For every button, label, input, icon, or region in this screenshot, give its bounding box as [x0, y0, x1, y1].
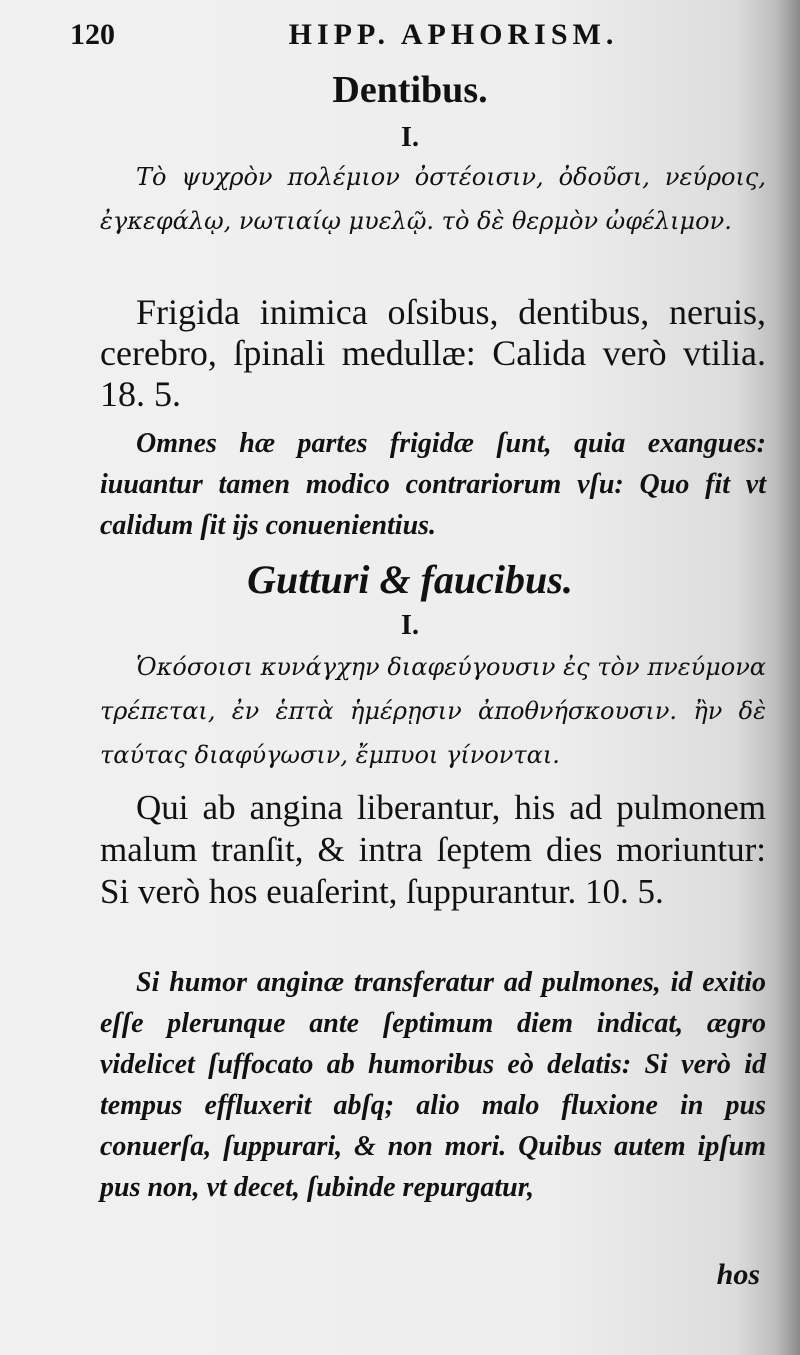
- commentary: Omnes hæ partes frigidæ ſunt, quia exangues: iuuantur tamen modico contrariorum vſu: Quo fit vt calidum ſit ijs conuenientius.: [100, 428, 766, 541]
- greek-aphorism: Ὁκόσοισι κυνάγχην διαφεύγουσιν ἐς τὸν πνεύμονα τρέπεται, ἐν ἑπτὰ ἡμέρῃσιν ἀποθνήσκουσιν. ἢν δὲ ταύτας διαφύγωσιν, ἔμπυοι γίνονται.: [100, 653, 766, 769]
- aphorism-reference: 10. 5.: [585, 872, 664, 911]
- aphorism-number: I.: [401, 610, 419, 641]
- aphorism-number: I.: [401, 122, 419, 153]
- section-title-dentibus: Dentibus.: [332, 69, 488, 111]
- greek-aphorism: Τὸ ψυχρὸν πολέμιον ὀστέοισιν, ὀδοῦσι, νεύροις, ἐγκεφάλῳ, νωτιαίῳ μυελῷ. τὸ δὲ θερμὸν ὠφέλιμον.: [100, 163, 766, 235]
- running-title: HIPP. APHORISM.: [288, 18, 619, 51]
- section-title-gutturi: Gutturi & faucibus.: [247, 557, 573, 602]
- latin-text: Frigida inimica oſsibus, dentibus, neruis, cerebro, ſpinali medullæ: Calida verò vtilia.: [100, 292, 766, 373]
- catchword: hos: [716, 1258, 760, 1291]
- latin-aphorism: [100, 787, 766, 913]
- page-header: [70, 18, 752, 58]
- latin-text: Qui ab angina liberantur, his ad pulmonem malum tranſit, & intra ſeptem dies moriuntur: Si verò hos euaſerint, ſuppurantur.: [100, 788, 766, 911]
- commentary: Si humor anginæ transferatur ad pulmones, id exitio eſſe plerunque ante ſeptimum diem indicat, ægro videlicet ſuffocato ab humoribus eò delatis: Si verò id tempus effluxerit abſq; alio malo fluxione in pus conuerſa, ſuppurari, & non mori. Quibus autem ipſum pus non, vt decet, ſubinde repurgatur,: [100, 967, 766, 1203]
- page-number: 120: [70, 18, 115, 51]
- aphorism-reference: 18. 5.: [100, 374, 181, 414]
- latin-aphorism: [100, 292, 766, 415]
